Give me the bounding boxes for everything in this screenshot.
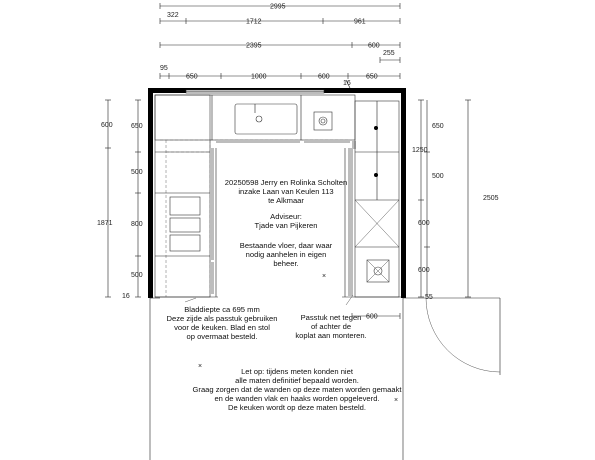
warning-line-4: en de wanden vlak en haaks worden opgeleverd.: [214, 394, 380, 403]
client-line-3: te Alkmaar: [268, 196, 304, 205]
hob: [314, 112, 332, 130]
filler-line-2: of achter de: [310, 322, 352, 331]
warning-line-2: alle maten definitief bepaald worden.: [235, 376, 359, 385]
floor-line-3: beheer.: [273, 259, 299, 268]
left-dimensions: [97, 100, 143, 300]
dim-650-a: 650: [186, 73, 198, 81]
dim-650-b: 650: [366, 73, 378, 81]
top-dimensions: [160, 3, 400, 88]
top-cabinet-run: [155, 95, 356, 149]
dim-right-650: 650: [432, 123, 444, 130]
dim-961: 961: [354, 18, 366, 26]
sink: [235, 104, 297, 134]
dim-bottom-55: 55: [425, 294, 433, 301]
marker-x-1: ×: [322, 273, 327, 280]
warning-line-3: Graag zorgen dat de wanden op deze maten worden gemaakt: [192, 385, 402, 394]
filler-line-3: koplat aan monteren.: [295, 331, 367, 340]
filler-line-1: Passtuk net tegen: [300, 313, 362, 322]
dim-600-top: 600: [368, 42, 380, 50]
advisor-line-1: Adviseur:: [270, 212, 302, 221]
dim-322: 322: [167, 12, 179, 19]
left-cabinet-run: [155, 95, 218, 297]
client-line-1: 20250598 Jerry en Rolinka Scholten: [224, 178, 348, 187]
dim-bottom-600: 600: [366, 313, 378, 321]
dim-inner-16: 16: [343, 80, 351, 87]
dim-right-600a: 600: [418, 220, 430, 227]
dim-left-1871: 1871: [97, 220, 113, 227]
warning-line-1: Let op: tijdens meten konden niet: [241, 367, 353, 376]
dim-1000: 1000: [251, 73, 267, 81]
dim-right-2505: 2505: [483, 195, 499, 202]
marker-x-3: ×: [394, 397, 399, 404]
dim-left-500b: 500: [131, 272, 143, 279]
right-dimensions: [412, 100, 499, 297]
dim-600-seg: 600: [318, 73, 330, 81]
floor-line-1: Bestaande vloer, daar waar: [239, 241, 333, 250]
dim-95: 95: [160, 65, 168, 72]
advisor-line-2: Tjade van Pijkeren: [254, 221, 318, 230]
blade-line-2: Deze zijde als passtuk gebruiken: [166, 314, 278, 323]
blade-line-3: voor de keuken. Blad en stol: [174, 323, 270, 332]
dim-2395: 2395: [246, 42, 262, 50]
marker-x-2: ×: [198, 363, 203, 370]
dim-2995: 2995: [270, 3, 286, 11]
dim-255: 255: [383, 50, 395, 57]
dim-left-600: 600: [101, 122, 113, 129]
warning-line-5: De keuken wordt op deze maten besteld.: [227, 403, 367, 412]
floor-line-2: nodig aanhelen in eigen: [245, 250, 327, 259]
blade-line-1: Bladdiepte ca 695 mm: [184, 305, 260, 314]
dim-right-600b: 600: [418, 267, 430, 274]
dim-left-16: 16: [122, 293, 130, 300]
dim-left-500a: 500: [131, 169, 143, 176]
dim-right-1250: 1250: [412, 147, 428, 154]
dim-1712: 1712: [246, 18, 262, 26]
client-line-2: inzake Laan van Keulen 113: [238, 187, 334, 196]
blade-line-4: op overmaat besteld.: [186, 332, 258, 341]
dim-right-500: 500: [432, 173, 444, 180]
right-cabinet-run: [342, 101, 401, 297]
dim-left-800: 800: [131, 221, 143, 228]
dim-left-650: 650: [131, 123, 143, 130]
